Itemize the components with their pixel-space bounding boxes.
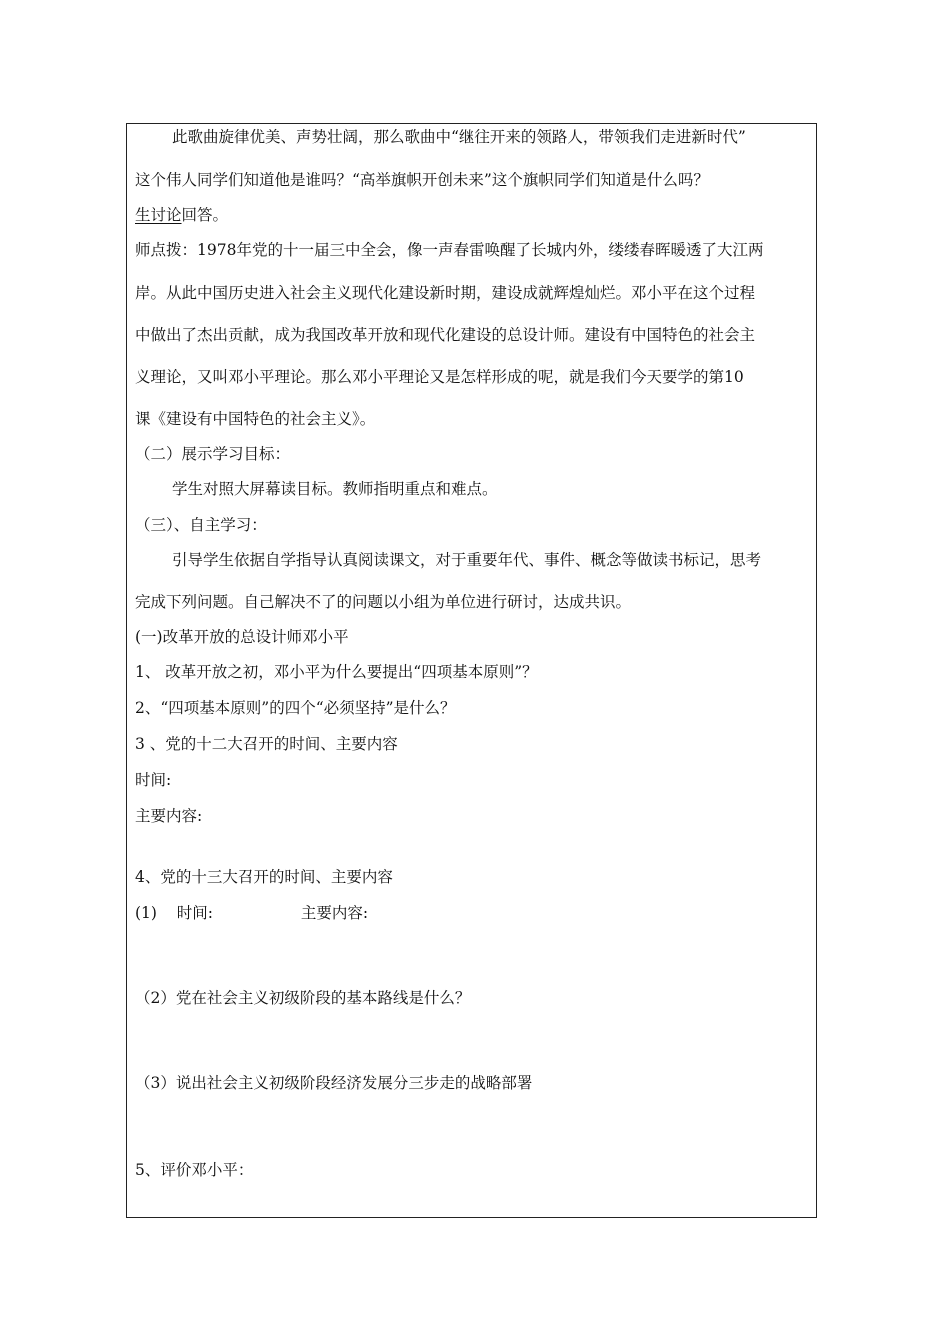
paragraph-intro-line-2: 这个伟人同学们知道他是谁吗？“高举旗帜开创未来”这个旗帜同学们知道是什么吗？ xyxy=(135,171,709,189)
question-4-2: （2）党在社会主义初级阶段的基本路线是什么？ xyxy=(135,989,471,1007)
discussion-prefix: 生讨论 xyxy=(135,206,182,224)
section-3-heading: （三）、自主学习： xyxy=(135,516,267,534)
teacher-guidance-line-3: 中做出了杰出贡献，成为我国改革开放和现代化建设的总设计师。建设有中国特色的社会主 xyxy=(135,326,756,344)
section-2-heading: （二）展示学习目标： xyxy=(135,445,291,463)
teacher-guidance-line-1: 师点拨：1978年党的十一届三中全会，像一声春雷唤醒了长城内外，缕缕春晖暖透了大江两 xyxy=(135,241,764,259)
part-1-heading: (一)改革开放的总设计师邓小平 xyxy=(135,628,349,646)
question-3-time-label: 时间: xyxy=(135,771,172,789)
question-4-1 xyxy=(135,903,368,923)
teacher-guidance-line-2: 岸。从此中国历史进入社会主义现代化建设新时期，建设成就辉煌灿烂。邓小平在这个过程 xyxy=(135,284,756,302)
section-3-line-2: 完成下列问题。自己解决不了的问题以小组为单位进行研讨，达成共识。 xyxy=(135,593,632,611)
question-4-1-number: (1) xyxy=(135,904,157,922)
paragraph-intro-line-1: 此歌曲旋律优美、声势壮阔，那么歌曲中“继往开来的领路人，带领我们走进新时代” xyxy=(172,128,746,146)
teacher-guidance-line-4: 义理论，又叫邓小平理论。那么邓小平理论又是怎样形成的呢，就是我们今天要学的第10 xyxy=(135,368,744,386)
teacher-guidance-line-5: 课《建设有中国特色的社会主义》。 xyxy=(135,410,376,428)
section-3-line-1: 引导学生依据自学指导认真阅读课文，对于重要年代、事件、概念等做读书标记，思考 xyxy=(172,551,762,569)
discussion-line xyxy=(135,205,228,225)
question-3: 3 、党的十二大召开的时间、主要内容 xyxy=(135,735,398,753)
question-3-content-label: 主要内容: xyxy=(135,807,203,825)
question-4-1-content-label: 主要内容: xyxy=(300,904,369,922)
section-2-text: 学生对照大屏幕读目标。教师指明重点和难点。 xyxy=(172,480,498,498)
question-2: 2、“四项基本原则”的四个“必须坚持”是什么？ xyxy=(135,699,456,717)
discussion-suffix: 回答。 xyxy=(181,206,229,224)
question-4: 4、党的十三大召开的时间、主要内容 xyxy=(135,868,393,886)
question-4-3: （3）说出社会主义初级阶段经济发展分三步走的战略部署 xyxy=(135,1074,533,1092)
question-1: 1、 改革开放之初，邓小平为什么要提出“四项基本原则”？ xyxy=(135,663,538,681)
question-4-1-time-label: 时间: xyxy=(176,904,213,922)
question-5: 5、评价邓小平： xyxy=(135,1161,254,1179)
